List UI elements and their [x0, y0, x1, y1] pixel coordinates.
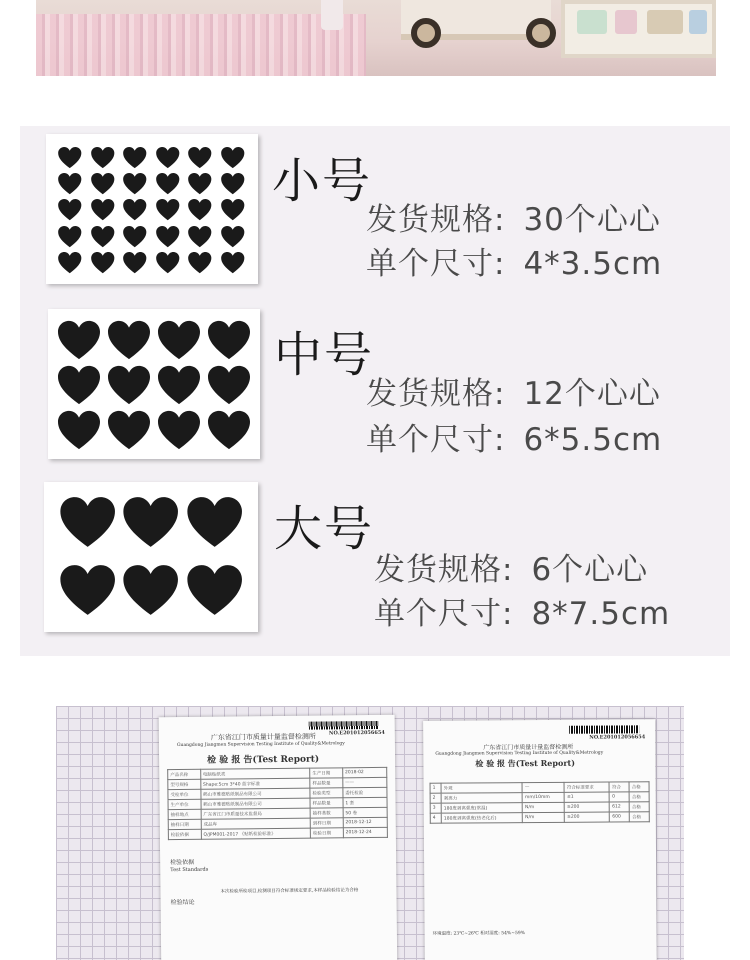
- heart-sticker-icon: [120, 225, 150, 248]
- table-cell: 抽样日期: [168, 819, 201, 829]
- heart-sticker-icon: [120, 198, 150, 221]
- size-value: 8*7.5cm: [531, 596, 671, 632]
- heart-sticker-icon: [218, 146, 248, 169]
- heart-sticker-icon: [185, 225, 215, 248]
- report-table-body: [430, 782, 649, 824]
- heart-grid-large: [58, 490, 244, 622]
- heart-sticker-icon: [153, 198, 183, 221]
- table-cell: mm/10mm: [522, 792, 564, 802]
- table-cell: ≥200: [565, 812, 610, 822]
- heart-sticker-icon: [88, 146, 118, 169]
- table-cell: —: [522, 782, 564, 792]
- report-number: NO.E201012056654: [589, 734, 646, 741]
- heart-sticker-icon: [185, 558, 244, 622]
- furniture-leg: [321, 0, 343, 30]
- table-cell: 到样日期: [310, 818, 343, 828]
- test-report-page-1: [159, 715, 398, 960]
- spec-value: 12个心心: [523, 376, 661, 412]
- heart-sticker-icon: [185, 146, 215, 169]
- table-cell: 样品数量: [310, 778, 343, 788]
- spec-line-medium: [366, 368, 661, 413]
- heart-sticker-icon: [56, 319, 102, 361]
- heart-sticker-icon: [206, 364, 252, 406]
- table-cell: 检验依据: [168, 829, 201, 839]
- wagon-wheel: [526, 18, 556, 48]
- table-cell: 抽样地点: [168, 809, 201, 819]
- size-title-medium: 中号: [274, 327, 375, 383]
- heart-sticker-icon: [120, 251, 150, 274]
- standards-label: 检验依据: [170, 858, 195, 867]
- table-cell: 600: [610, 812, 630, 822]
- table-cell: 3: [430, 803, 441, 813]
- rug-image: [36, 14, 366, 76]
- size-line-large: [374, 588, 670, 633]
- report-org-cn: 广东省江门市质量计量监督检测所: [483, 743, 574, 752]
- table-cell: 成品库: [201, 818, 311, 829]
- heart-grid-medium: [56, 319, 252, 451]
- table-cell: 0: [610, 792, 630, 802]
- heart-sticker-icon: [185, 251, 215, 274]
- heart-sticker-icon: [88, 198, 118, 221]
- table-cell: 4: [430, 813, 441, 823]
- heart-sticker-icon: [120, 146, 150, 169]
- table-cell: 样品数量: [310, 798, 343, 808]
- table-cell: 受检单位: [168, 789, 201, 799]
- heart-sticker-icon: [121, 558, 180, 622]
- table-cell: 生产单位: [168, 799, 201, 809]
- spec-value: 6个心心: [531, 552, 649, 588]
- spec-label: 发货规格:: [374, 552, 514, 588]
- spec-line-small: [366, 194, 661, 239]
- heart-sticker-icon: [185, 172, 215, 195]
- heart-sticker-icon: [156, 319, 202, 361]
- heart-grid-small: [55, 146, 247, 274]
- heart-sticker-icon: [185, 490, 244, 554]
- table-cell: 2: [430, 793, 441, 803]
- table-row: [430, 812, 649, 824]
- heart-sticker-icon: [56, 409, 102, 451]
- table-cell: 180度剥离强度(常温): [441, 803, 522, 814]
- table-cell: 外观: [441, 783, 522, 794]
- table-cell: 2018-12-12: [343, 817, 387, 827]
- report-table: [167, 767, 388, 840]
- heart-sticker-icon: [153, 146, 183, 169]
- wagon-wheel: [411, 18, 441, 48]
- report-title: 检 验 报 告(Test Report): [475, 757, 576, 769]
- spec-value: 30个心心: [523, 202, 661, 238]
- table-cell: 检验日期: [310, 828, 343, 838]
- report-org-cn: 广东省江门市质量计量监督检测所: [210, 732, 316, 742]
- shelf: [561, 0, 716, 58]
- table-cell: 2018-12-24: [343, 827, 387, 837]
- table-cell: 抽样基数: [310, 808, 343, 818]
- table-cell: 1 套: [343, 797, 387, 807]
- table-cell: ≥200: [565, 802, 610, 812]
- table-cell: N/m: [523, 812, 565, 822]
- heart-sticker-icon: [88, 225, 118, 248]
- report-org-en: Guangdong Jiangmen Supervision Testing Institute of Quality&Metrology: [176, 741, 345, 749]
- table-cell: Shape:5cm 3*40 蓝字标准: [200, 778, 310, 789]
- table-cell: 型号规格: [168, 779, 201, 789]
- heart-sticker-icon: [58, 490, 117, 554]
- size-value: 6*5.5cm: [523, 422, 663, 458]
- heart-sticker-icon: [153, 251, 183, 274]
- table-row: [168, 827, 387, 839]
- heart-sticker-icon: [106, 319, 152, 361]
- size-title-small: 小号: [272, 153, 373, 209]
- table-cell: 合格: [629, 792, 649, 802]
- heart-sticker-icon: [218, 251, 248, 274]
- heart-sticker-icon: [55, 146, 85, 169]
- heart-sticker-icon: [88, 172, 118, 195]
- size-line-small: [366, 238, 662, 283]
- report-table: [430, 781, 650, 824]
- heart-sticker-icon: [88, 251, 118, 274]
- heart-sticker-icon: [185, 198, 215, 221]
- table-cell: 鹤山市雅德贴纸制品有限公司: [201, 788, 311, 799]
- report-number: NO.E201012056654: [328, 729, 385, 737]
- report-title: 检 验 报 告(Test Report): [207, 754, 320, 766]
- table-cell: 符合标准要求: [564, 782, 609, 792]
- heart-sticker-icon: [206, 319, 252, 361]
- heart-sticker-icon: [218, 198, 248, 221]
- table-cell: ≤1: [564, 792, 609, 802]
- heart-sticker-icon: [55, 198, 85, 221]
- table-cell: 检验类型: [310, 788, 343, 798]
- size-title-large: 大号: [274, 501, 375, 557]
- table-cell: 1: [430, 783, 441, 793]
- table-cell: 符合: [609, 782, 629, 792]
- standards-en: Test Standards: [170, 866, 209, 874]
- table-cell: 生产日期: [310, 768, 343, 778]
- table-cell: 合格: [629, 802, 649, 812]
- heart-sticker-icon: [156, 409, 202, 451]
- heart-sticker-icon: [55, 251, 85, 274]
- heart-sticker-icon: [121, 490, 180, 554]
- heart-sticker-icon: [58, 558, 117, 622]
- test-report-area: [56, 706, 684, 960]
- heart-sticker-icon: [55, 225, 85, 248]
- table-cell: 612: [610, 802, 630, 812]
- test-report-page-2: [423, 719, 657, 960]
- table-cell: 50 卷: [343, 807, 387, 817]
- report-org-en: Guangdong Jiangmen Supervision Testing Institute of Quality&Metrology: [435, 750, 604, 757]
- table-cell: Q/JPM001-2017 《贴纸检验标准》: [201, 828, 311, 839]
- report-note: 环境温度: 23℃~26℃ 相对湿度: 54%~59%: [432, 931, 525, 937]
- heart-card-large: [44, 482, 258, 632]
- table-cell: 2018-02: [342, 767, 386, 777]
- size-label: 单个尺寸:: [374, 596, 514, 632]
- report-table-body: [168, 767, 388, 839]
- spec-label: 发货规格:: [366, 202, 506, 238]
- table-cell: 合格: [629, 782, 649, 792]
- table-cell: 产品名称: [168, 769, 201, 779]
- heart-sticker-icon: [153, 225, 183, 248]
- size-spec-panel: [20, 126, 730, 656]
- table-cell: 委托检验: [343, 787, 387, 797]
- heart-card-small: [46, 134, 258, 284]
- size-label: 单个尺寸:: [366, 246, 506, 282]
- table-cell: N/m: [523, 802, 565, 812]
- size-label: 单个尺寸:: [366, 422, 506, 458]
- size-line-medium: [366, 414, 662, 459]
- heart-sticker-icon: [153, 172, 183, 195]
- heart-sticker-icon: [218, 172, 248, 195]
- table-cell: 电脑贴纸类: [200, 768, 310, 779]
- conclusion-text: 本次检验所检项目,检测项目符合标准规定要求,本样品检验结论为合格: [220, 888, 359, 895]
- heart-sticker-icon: [120, 172, 150, 195]
- heart-sticker-icon: [55, 172, 85, 195]
- table-cell: 合格: [629, 812, 649, 822]
- table-cell: 剥离力: [441, 793, 522, 804]
- spec-line-large: [374, 544, 648, 589]
- table-cell: 鹤山市雅德贴纸制品有限公司: [201, 798, 311, 809]
- product-photo: [36, 0, 716, 76]
- table-cell: 180度剥离强度(热老化后): [441, 813, 522, 824]
- size-value: 4*3.5cm: [523, 246, 663, 282]
- table-cell: 广东省江门市质量技术监督局: [201, 808, 311, 819]
- spec-label: 发货规格:: [366, 376, 506, 412]
- heart-sticker-icon: [156, 364, 202, 406]
- heart-sticker-icon: [106, 364, 152, 406]
- heart-sticker-icon: [106, 409, 152, 451]
- heart-sticker-icon: [56, 364, 102, 406]
- barcode-icon: [309, 721, 379, 730]
- heart-card-medium: [48, 309, 260, 459]
- table-cell: ——: [343, 777, 387, 787]
- conclusion-label: 检验结论: [170, 898, 195, 907]
- heart-sticker-icon: [218, 225, 248, 248]
- heart-sticker-icon: [206, 409, 252, 451]
- barcode-icon: [569, 725, 639, 733]
